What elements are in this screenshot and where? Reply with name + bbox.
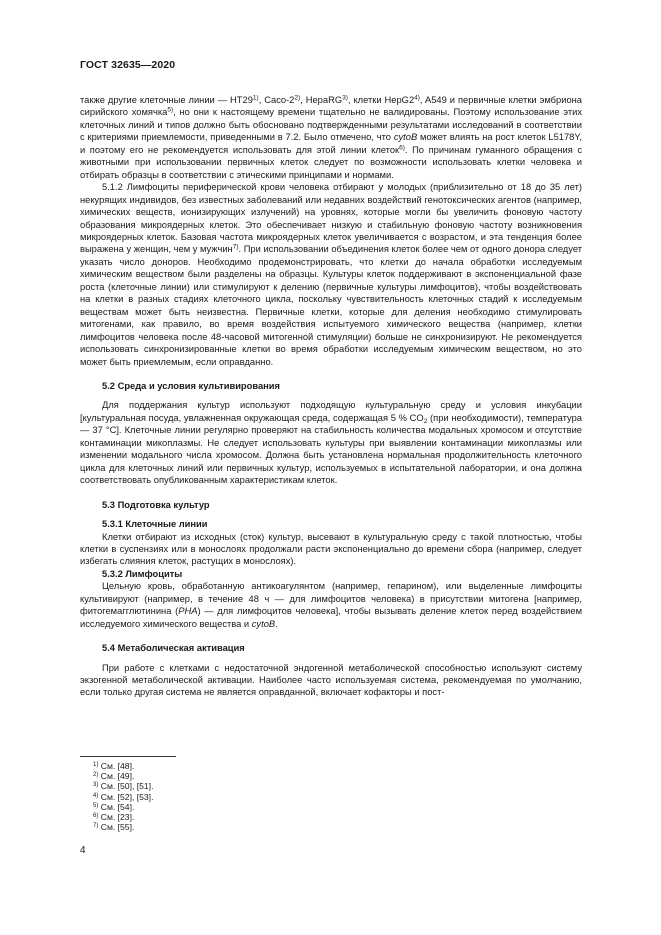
- document-body: [80, 94, 582, 699]
- paragraph-5-3-1: Клетки отбирают из исходных (сток) культур, высевают в культуральную среду с такой плотностью, чтобы клетки в суспензиях или в монослоях продолжали расти экспоненциально до времени сбора (например, следует избегать слияния клеток, растущих в монослоях).: [80, 531, 582, 567]
- paragraph-5-1-2: 5.1.2 Лимфоциты периферической крови человека отбирают у молодых (приблизительно от 18 до 35 лет) некурящих индивидов, без известных заболеваний или недавних воздействий генотоксических агентов (например, химических веществ, ионизирующих излучений) на уровнях, которые могли бы увеличить фоновую частоту образования микроядерных клеток. Это обеспечивает низкую и стабильную фоновую частоту возникновения микроядерных клеток. Базовая частота микроядерных клеток увеличивается с возрастом, и эта тенденция более выражена у женщин, чем у мужчин$^{7)}$. При использовании объединения клеток более чем от одного донора следует указать число доноров. Необходимо продемонстрировать, что клетки до начала обработки исследуемым химическим веществом были разделены на образцы. Культуры клеток поддерживают в экспоненциальной фазе роста (клеточные линии) или стимулируют к делению (первичные культуры лимфоцитов), чтобы воздействовать на клетки в разных стадиях клеточного цикла, поскольку чувствительность клеточных стадий к исследуемым веществам может быть неизвестна. Первичные клетки, которые для деления необходимо стимулировать митогенами, как правило, во время воздействия испытуемого химического вещества (например, клетки лимфоцитов человека после 48-часовой митогенной стимуляции) больше не синхронизируют. Не рекомендуется использовать синхронизированные клетки во время обработки исследуемым химическим веществом, но это может быть приемлемым, если оправданно.: [80, 182, 582, 367]
- intro-paragraph: также другие клеточные линии — HT29$^{1)}$, Caco-2$^{2)}$, HepaRG$^{3)}$, клетки HepG2$^{4)}$, A549 и первичные клетки эмбриона сирийского хомячка$^{5)}$, но они к настоящему времени тщательно не валидированы. Поэтому использование этих клеточных линий и типов должно быть обосновано подтвержденными результатами исследований в соответствии с критериями приемлемости, приведенными в 7.2. Было отмечено, что cytoB может влиять на рост клеток L5178Y, и поэтому его не рекомендуется использовать для этой линии клеток$^{6)}$. По причинам гуманного обращения с животными при использовании первичных клеток следует по возможности использовать клетки человека и отбирать образцы в соответствии с этическими принципами и нормами.: [80, 94, 582, 180]
- footnote-item: $^{3)}$ См. [50], [51].: [93, 781, 154, 792]
- paragraph-5-2: Для поддержания культур используют подходящую культуральную среду и условия инкубации [культуральная посуда, увлажненная окружающая среда, содержащая 5 % $CO_2$ (при необходимости), температура — 37 °C]. Клеточные линии регулярно проверяют на стабильность количества модальных хромосом и отсутствие контаминации микоплазмы. Не следует использовать культуры при выявлении контаминации микоплазмы или изменении модального числа хромосом. Должна быть установлена нормальная продолжительность клеточного цикла для клеточных линий или первичных культур, используемых в испытательной лаборатории, и она должна соответствовать опубликованным характеристикам клеток.: [80, 400, 582, 486]
- section-heading-5-4: 5.4 Метаболическая активация: [102, 643, 245, 654]
- footnotes: [80, 756, 380, 832]
- paragraph-5-3-2: Цельную кровь, обработанную антикоагулянтом (например, гепарином), или выделенные лимфоциты культивируют (например, в течение 48 ч — для лимфоцитов человека) в присутствии митогена [например, фитогемагглютинина (PHA) — для лимфоцитов человека], чтобы вызывать деление клеток перед воздействием исследуемого химического вещества и cytoB.: [80, 581, 583, 629]
- page-number: 4: [80, 845, 86, 856]
- paragraph-5-4: При работе с клетками с недостаточной эндогенной метаболической способностью используют систему экзогенной метаболической активации. Наиболее часто используемая система, рекомендуемая по умолчанию, если только другая система не является оправданной, включает кофакторы и пост-: [80, 662, 582, 698]
- footnote-item: $^{1)}$ См. [48].: [93, 761, 135, 771]
- footnote-item: $^{2)}$ См. [49].: [93, 771, 135, 782]
- footnote-item: $^{6)}$ См. [23].: [93, 812, 135, 823]
- footnote-item: $^{4)}$ См. [52], [53].: [93, 791, 154, 802]
- section-heading-5-3: 5.3 Подготовка культур: [102, 499, 210, 510]
- subsection-heading-5-3-1: 5.3.1 Клеточные линии: [102, 519, 208, 530]
- section-heading-5-2: 5.2 Среда и условия культивирования: [102, 380, 281, 391]
- footnote-item: $^{5)}$ См. [54].: [93, 801, 135, 812]
- subsection-heading-5-3-2: 5.3.2 Лимфоциты: [102, 568, 183, 579]
- page-header: ГОСТ 32635—2020: [80, 59, 176, 71]
- footnote-item: $^{7)}$ См. [55].: [93, 822, 135, 833]
- footnote-separator: [80, 756, 176, 757]
